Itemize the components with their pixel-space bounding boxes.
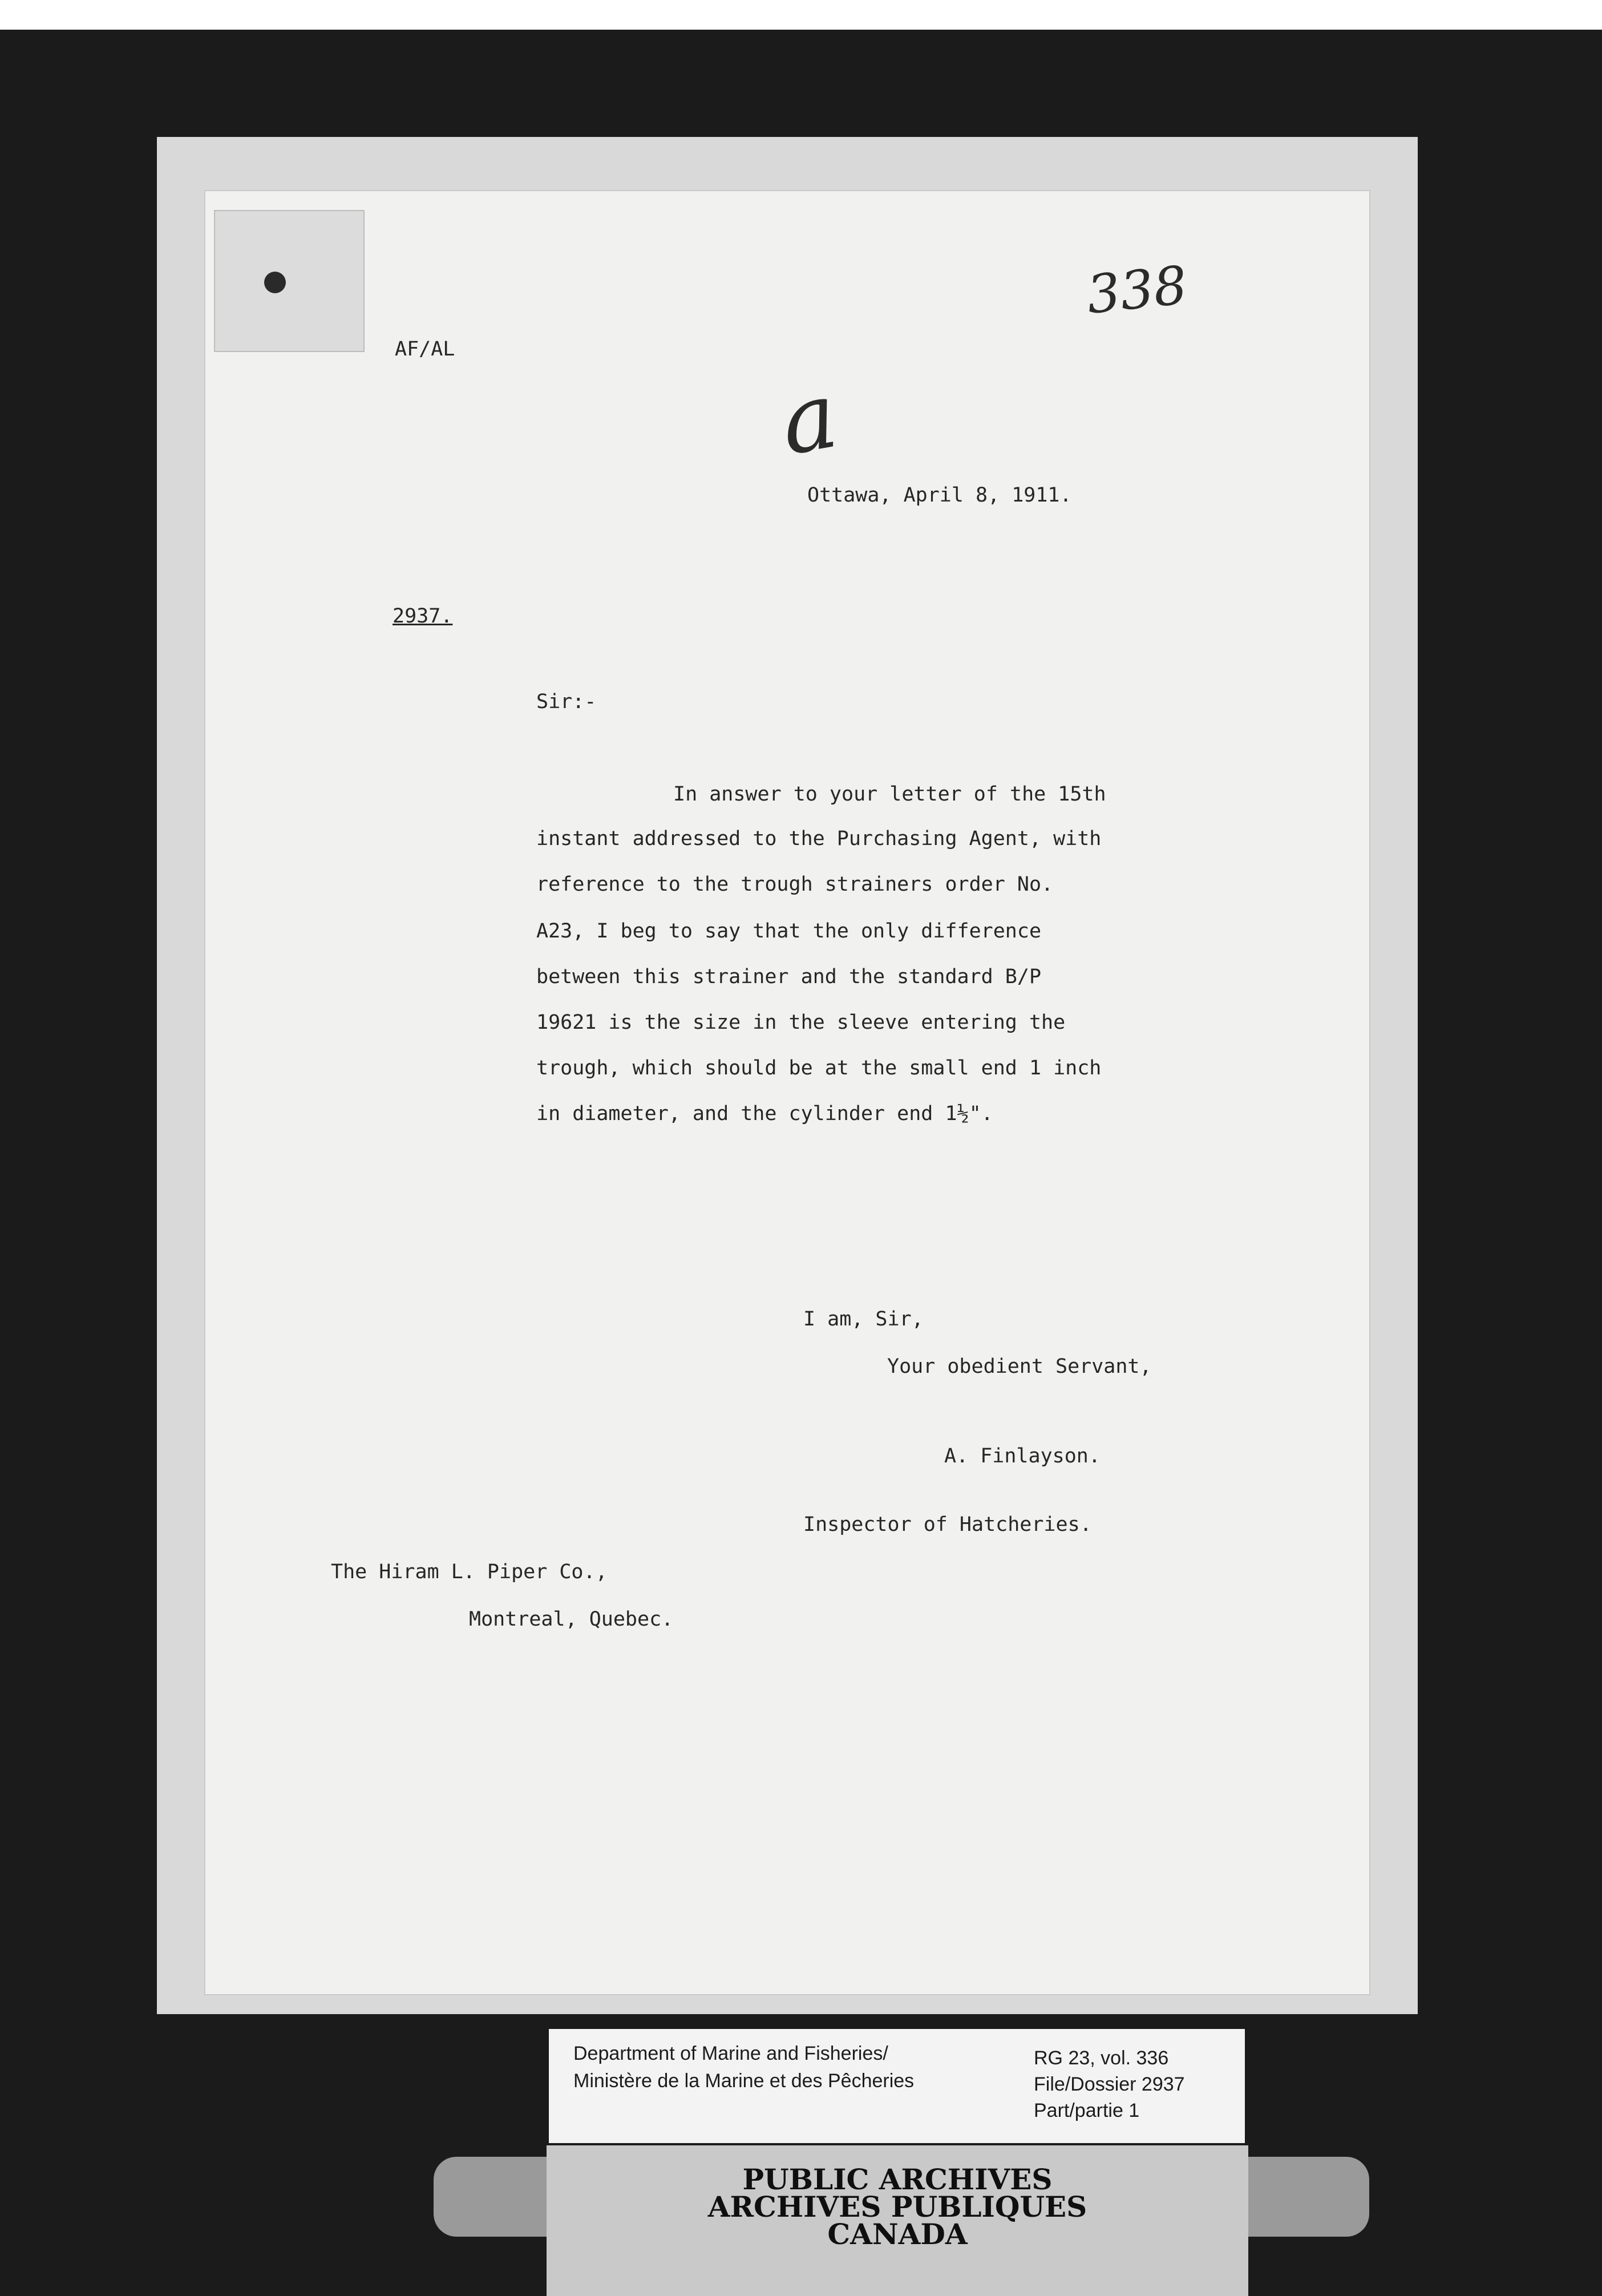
date-line: Ottawa, April 8, 1911. [807,484,1072,507]
body-line: In answer to your letter of the 15th [673,783,1106,806]
salutation: Sir:- [536,690,597,713]
department-english: Department of Marine and Fisheries/ [573,2043,888,2064]
archive-stamp-line-2: ARCHIVES PUBLIQUES [707,2190,1087,2224]
addressee-line-2: Montreal, Quebec. [469,1608,674,1631]
letter-page [205,191,1369,1994]
file-number: 2937. [393,605,453,628]
file-dossier: File/Dossier 2937 [1034,2073,1185,2095]
body-line: 19621 is the size in the sleeve entering the [536,1011,1066,1034]
folio-number: 338 [1083,254,1190,326]
handwritten-mark: a [772,361,845,476]
body-line: in diameter, and the cylinder end 1½". [536,1102,993,1125]
body-line: between this strainer and the standard B/P [536,965,1042,988]
closing-line-2: Your obedient Servant, [887,1355,1152,1378]
body-line: reference to the trough strainers order No. [536,873,1054,896]
record-group: RG 23, vol. 336 [1034,2047,1169,2069]
body-line: trough, which should be at the small end 1 inch [536,1057,1102,1080]
signature: A. Finlayson. [944,1445,1101,1468]
reference-initials: AF/AL [395,338,455,361]
signer-title: Inspector of Hatcheries. [803,1513,1092,1536]
closing-line-1: I am, Sir, [803,1308,924,1331]
department-french: Ministère de la Marine et des Pêcheries [573,2070,915,2092]
part-partie: Part/partie 1 [1034,2100,1140,2121]
punch-hole [264,272,286,293]
body-line: instant addressed to the Purchasing Agent, with [536,827,1102,850]
paper-clip-tab [214,210,365,352]
film-top-border [0,0,1602,30]
addressee-line-1: The Hiram L. Piper Co., [331,1561,608,1583]
archive-stamp-line-3: CANADA [827,2217,968,2251]
archive-stamp-line-1: PUBLIC ARCHIVES [742,2162,1053,2196]
body-line: A23, I beg to say that the only difference [536,920,1042,943]
